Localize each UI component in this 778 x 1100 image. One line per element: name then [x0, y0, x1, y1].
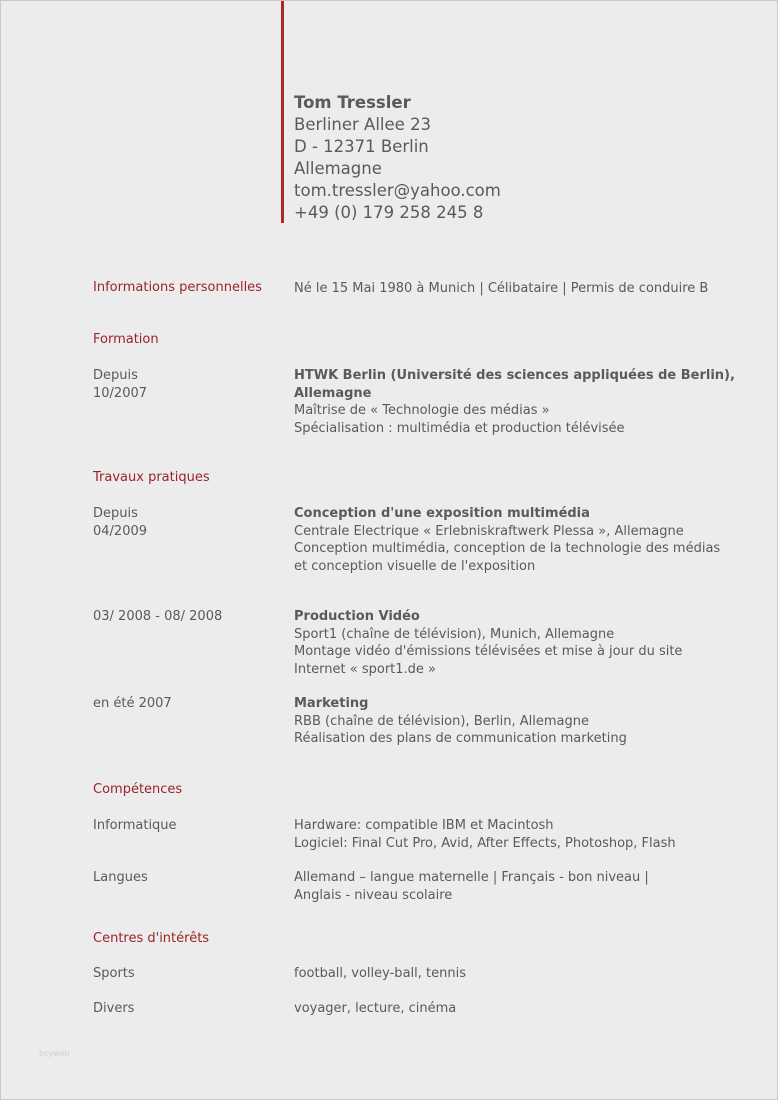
skill-label: Langues: [93, 870, 148, 885]
entry-title: Production Vidéo: [294, 609, 420, 624]
section-heading-formation: Formation: [93, 332, 159, 347]
section-heading-competences: Compétences: [93, 782, 183, 797]
skill-value: Allemand – langue maternelle | Français - bon niveau | Anglais - niveau scolaire: [294, 870, 649, 903]
formation-date: Depuis 10/2007: [93, 368, 148, 401]
entry-title: Conception d'une exposition multimédia: [294, 506, 590, 521]
formation-entry: [294, 367, 734, 437]
travaux-date: 03/ 2008 - 08/ 2008: [93, 609, 223, 624]
section-heading-interets: Centres d'intérêts: [93, 931, 210, 946]
phone-number: +49 (0) 179 258 245 8: [294, 203, 484, 222]
formation-specialization: Spécialisation : multimédia et production télévisée: [294, 420, 625, 436]
entry-title: Marketing: [294, 696, 369, 711]
street-address: Berliner Allee 23: [294, 115, 432, 134]
formation-title: HTWK Berlin (Université des sciences appliquées de Berlin),: [294, 368, 735, 383]
watermark-text: bcyweb: [39, 1049, 70, 1058]
travaux-entry: Conception d'une exposition multimédia Centrale Electrique « Erlebniskraftwerk Plessa », Allemagne Conception multimédia, conception de la technologie des médias et conception visuelle de l'exposition: [294, 505, 734, 575]
person-name: Tom Tressler: [294, 93, 411, 112]
interest-label: Sports: [93, 966, 135, 981]
interest-value: football, volley-ball, tennis: [294, 966, 466, 981]
travaux-date: Depuis 04/2009: [93, 506, 148, 539]
email-address: tom.tressler@yahoo.com: [294, 181, 501, 200]
country: Allemagne: [294, 159, 382, 178]
formation-title-cont: Allemagne: [294, 385, 372, 401]
skill-label: Informatique: [93, 818, 177, 833]
travaux-entry: Marketing RBB (chaîne de télévision), Berlin, Allemagne Réalisation des plans de communication marketing: [294, 695, 734, 748]
travaux-entry: Production Vidéo Sport1 (chaîne de télévision), Munich, Allemagne Montage vidéo d'émissions télévisées et mise à jour du site Internet « sport1.de »: [294, 608, 734, 678]
interest-label: Divers: [93, 1001, 135, 1016]
section-heading-personal: Informations personnelles: [93, 280, 262, 295]
formation-degree: Maîtrise de « Technologie des médias »: [294, 403, 550, 418]
skill-value: Hardware: compatible IBM et Macintosh Logiciel: Final Cut Pro, Avid, After Effects, Photoshop, Flash: [294, 818, 676, 851]
interest-value: voyager, lecture, cinéma: [294, 1001, 457, 1016]
city-address: D - 12371 Berlin: [294, 137, 429, 156]
accent-bar: [281, 1, 284, 223]
travaux-date: en été 2007: [93, 696, 172, 711]
section-heading-travaux: Travaux pratiques: [93, 470, 210, 485]
contact-header: [294, 92, 501, 224]
personal-info: Né le 15 Mai 1980 à Munich | Célibataire | Permis de conduire B: [294, 281, 709, 296]
